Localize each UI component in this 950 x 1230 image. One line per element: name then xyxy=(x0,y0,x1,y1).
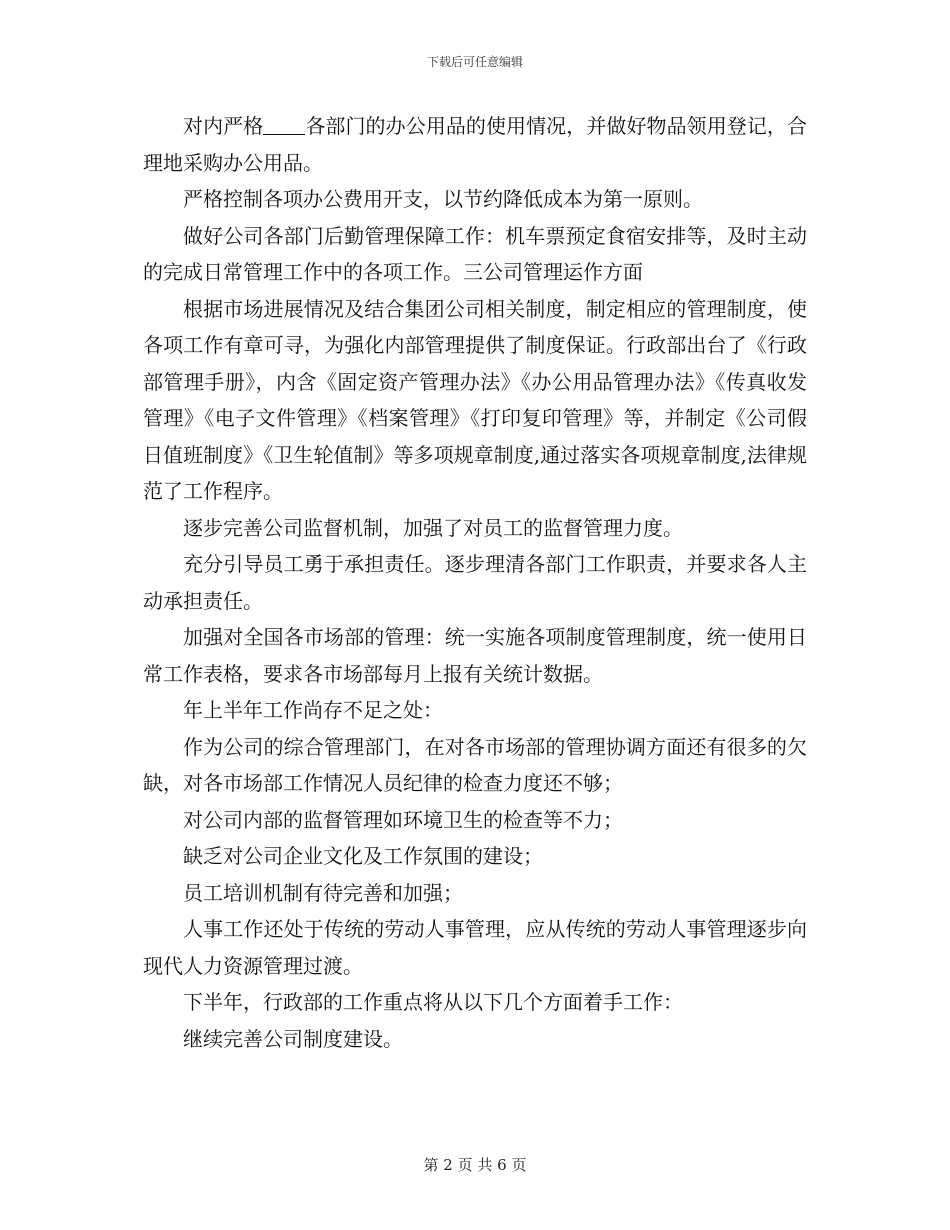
paragraph-1-start: 对内严格 xyxy=(183,114,264,138)
paragraph-3: 做好公司各部门后勤管理保障工作：机车票预定食宿安排等，及时主动的完成日常管理工作中的各项工作。三公司管理运作方面 xyxy=(143,223,807,284)
paragraph-14: 下半年，行政部的工作重点将从以下几个方面着手工作： xyxy=(183,990,683,1014)
paragraph-13: 人事工作还处于传统的劳动人事管理，应从传统的劳动人事管理逐步向现代人力资源管理过渡。 xyxy=(143,917,807,978)
fill-in-blank xyxy=(263,116,305,135)
paragraph-10: 对公司内部的监督管理如环境卫生的检查等不力； xyxy=(183,807,623,832)
paragraph-8: 年上半年工作尚存不足之处： xyxy=(183,698,443,722)
page-number: 第 2 页 共 6 页 xyxy=(423,1156,527,1174)
paragraph-5: 逐步完善公司监督机制，加强了对员工的监督管理力度。 xyxy=(183,515,683,540)
paragraph-12: 员工培训机制有待完善和加强； xyxy=(183,880,463,905)
paragraph-1 xyxy=(143,108,807,181)
paragraph-11: 缺乏对公司企业文化及工作氛围的建设； xyxy=(183,844,543,868)
paragraph-2: 严格控制各项办公费用开支，以节约降低成本为第一原则。 xyxy=(183,187,703,211)
paragraph-15: 继续完善公司制度建设。 xyxy=(183,1026,403,1051)
paragraph-1-end: 各部门的办公用品的使用情况，并做好物品领用登记，合理地采购办公用品。 xyxy=(143,114,808,175)
paragraph-9: 作为公司的综合管理部门，在对各市场部的管理协调方面还有很多的欠缺，对各市场部工作情况人员纪律的检查力度还不够； xyxy=(143,734,807,795)
paragraph-7: 加强对全国各市场部的管理：统一实施各项制度管理制度，统一使用日常工作表格，要求各市场部每月上报有关统计数据。 xyxy=(143,625,807,686)
document-body xyxy=(143,108,807,1057)
paragraph-4: 根据市场进展情况及结合集团公司相关制度，制定相应的管理制度，使各项工作有章可寻，为强化内部管理提供了制度保证。行政部出台了《行政部管理手册》，内含《固定资产管理办法》《办公用品管理办法》《传真收发管理》《电子文件管理》《档案管理》《打印复印管理》等，并制定《公司假日值班制度》《卫生轮值制》等多项规章制度,通过落实各项规章制度,法律规范了工作程序。 xyxy=(143,296,807,503)
paragraph-6: 充分引导员工勇于承担责任。逐步理清各部门工作职责，并要求各人主动承担责任。 xyxy=(143,552,807,613)
page-header: 下载后可任意编辑 xyxy=(426,55,523,69)
